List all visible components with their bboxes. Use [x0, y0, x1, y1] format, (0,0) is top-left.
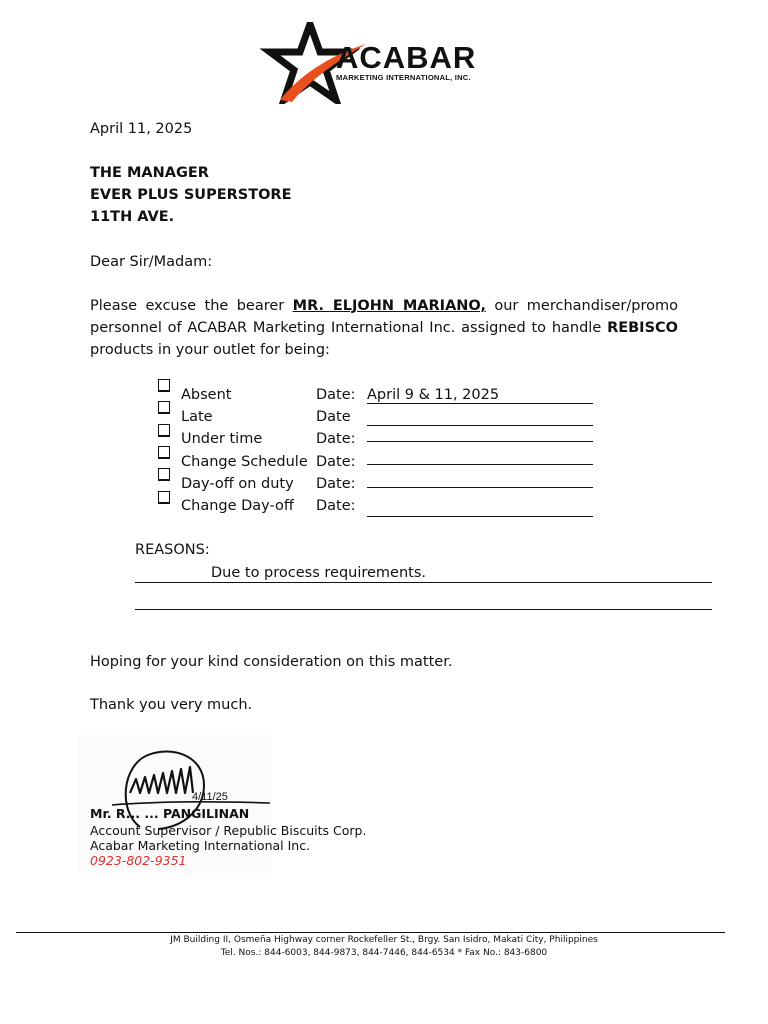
logo-wordmark: ACABAR [336, 40, 477, 75]
checkbox-change-day-off[interactable] [158, 491, 170, 504]
letter-date: April 11, 2025 [90, 121, 193, 137]
thanks-line: Thank you very much. [90, 697, 253, 713]
reason-text: Due to process requirements. [211, 565, 427, 581]
date-line-absent [367, 403, 593, 404]
recipient-line-3: 11TH AVE. [90, 209, 175, 225]
date-line-late [367, 425, 593, 426]
signatory-company: Acabar Marketing International Inc. [90, 838, 311, 853]
date-value-absent: April 9 & 11, 2025 [367, 387, 500, 403]
salutation: Dear Sir/Madam: [90, 254, 213, 270]
checkbox-under-time[interactable] [158, 424, 170, 437]
handwritten-date: 4/11/25 [192, 791, 228, 803]
date-line-day-off-on-duty [367, 487, 593, 488]
footer-address: JM Building II, Osmeña Highway corner Rockefeller St., Brgy. San Isidro, Makati City, Philippines [170, 935, 598, 945]
checkbox-change-schedule[interactable] [158, 446, 170, 459]
signatory-phone: 0923-802-9351 [90, 853, 187, 868]
option-label-change-day-off: Change Day-off [181, 498, 294, 514]
date-line-change-schedule [367, 464, 593, 465]
body-text-start: Please excuse the bearer [90, 298, 293, 314]
handwritten-signature-icon [100, 745, 280, 835]
body-paragraph [90, 295, 678, 361]
footer-contacts: Tel. Nos.: 844-6003, 844-9873, 844-7446, 844-6534 * Fax No.: 843-6800 [220, 948, 548, 958]
signatory-title: Account Supervisor / Republic Biscuits Corp. [90, 823, 367, 838]
reason-line-2 [135, 609, 712, 610]
closing-line: Hoping for your kind consideration on this matter. [90, 654, 453, 670]
reason-line-1 [135, 582, 712, 583]
date-label-under-time: Date: [316, 431, 356, 447]
option-label-late: Late [181, 409, 213, 425]
footer-divider [16, 932, 725, 933]
checkbox-day-off-on-duty[interactable] [158, 468, 170, 481]
bearer-name: MR. ELJOHN MARIANO, [292, 298, 486, 314]
checkbox-late[interactable] [158, 401, 170, 414]
reasons-label: REASONS: [135, 542, 210, 558]
signatory-name: Mr. R... ... PANGILINAN [90, 806, 250, 821]
date-label-change-schedule: Date: [316, 454, 356, 470]
date-label-day-off-on-duty: Date: [316, 476, 356, 492]
date-line-under-time [367, 441, 593, 442]
option-label-under-time: Under time [181, 431, 263, 447]
option-label-absent: Absent [181, 387, 232, 403]
date-label-late: Date [316, 409, 351, 425]
recipient-line-2: EVER PLUS SUPERSTORE [90, 187, 292, 203]
body-text-middle: our merchandiser/promo personnel of ACABAR Marketing International Inc. assigned to handle [90, 298, 678, 336]
logo-subtitle: MARKETING INTERNATIONAL, INC. [336, 73, 471, 82]
recipient-line-1: THE MANAGER [90, 165, 209, 181]
body-text-end: products in your outlet for being: [90, 342, 330, 358]
date-line-change-day-off [367, 516, 593, 517]
option-label-change-schedule: Change Schedule [181, 454, 308, 470]
option-label-day-off-on-duty: Day-off on duty [181, 476, 294, 492]
date-label-change-day-off: Date: [316, 498, 356, 514]
checkbox-absent[interactable] [158, 379, 170, 392]
date-label-absent: Date: [316, 387, 356, 403]
brand-name: REBISCO [607, 320, 678, 336]
